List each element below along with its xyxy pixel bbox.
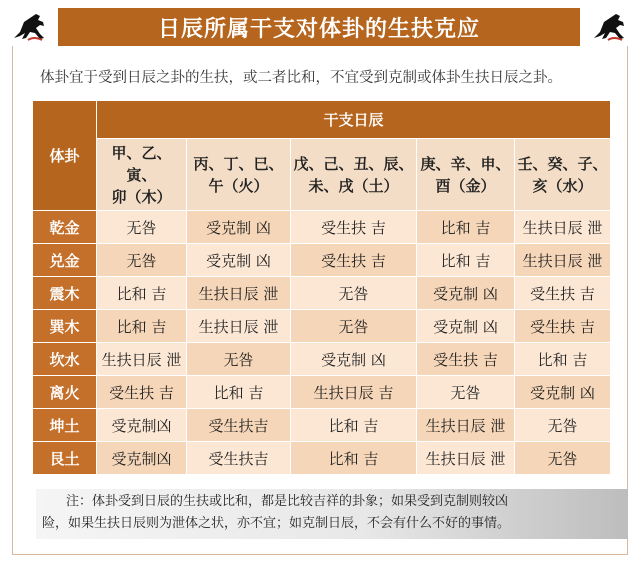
- table-cell: 受生扶吉: [187, 409, 291, 442]
- row-label: 乾金: [33, 211, 97, 244]
- table-cell: 生扶日辰 泄: [187, 277, 291, 310]
- column-header-line2: 酉（金）: [435, 176, 496, 195]
- footnote-line-2: 险，如果生扶日辰则为泄体之状，亦不宜；如克制日辰，不会有什么不好的事情。: [42, 516, 511, 531]
- table-cell: 受克制 凶: [187, 244, 291, 277]
- row-label: 坎水: [33, 343, 97, 376]
- table-row: [33, 277, 611, 310]
- column-header-line2: 卯（木）: [111, 187, 172, 206]
- column-header-line1: 甲、乙、寅、: [111, 143, 172, 184]
- column-header-line1: 壬、癸、子、: [517, 154, 608, 173]
- table-cell: 比和 吉: [291, 442, 417, 475]
- table-row: [33, 409, 611, 442]
- table-cell: 受生扶吉: [187, 442, 291, 475]
- table-cell: 无咎: [515, 409, 611, 442]
- corner-header: 体卦: [33, 101, 97, 211]
- column-header: [515, 139, 611, 211]
- table-cell: 比和 吉: [515, 343, 611, 376]
- page-title: 日辰所属干支对体卦的生扶克应: [58, 8, 580, 46]
- table-cell: 受生扶 吉: [515, 277, 611, 310]
- table-row: [33, 244, 611, 277]
- table-cell: 受生扶 吉: [291, 211, 417, 244]
- row-label: 艮土: [33, 442, 97, 475]
- row-label: 兑金: [33, 244, 97, 277]
- table-row: [33, 376, 611, 409]
- column-header-line2: 午（火）: [208, 176, 269, 195]
- table-cell: 受生扶 吉: [515, 310, 611, 343]
- group-header: 干支日辰: [97, 101, 611, 139]
- table-cell: 无咎: [417, 376, 515, 409]
- relation-table: [32, 100, 611, 475]
- table-cell: 生扶日辰 泄: [97, 343, 187, 376]
- table-cell: 受克制 凶: [417, 277, 515, 310]
- table-cell: 受克制凶: [97, 409, 187, 442]
- footnote-line-1: 注：体卦受到日辰的生扶或比和，都是比较吉祥的卦象；如果受到克制则较凶: [66, 494, 509, 509]
- column-header: [417, 139, 515, 211]
- table-cell: 生扶日辰 泄: [187, 310, 291, 343]
- table-cell: 比和 吉: [97, 277, 187, 310]
- table-cell: 受克制 凶: [417, 310, 515, 343]
- table-cell: 无咎: [291, 277, 417, 310]
- table-cell: 受克制凶: [97, 442, 187, 475]
- table-cell: 受生扶 吉: [97, 376, 187, 409]
- table-cell: 受克制 凶: [291, 343, 417, 376]
- table-cell: 生扶日辰 泄: [417, 409, 515, 442]
- column-header: [97, 139, 187, 211]
- table-cell: 无咎: [97, 244, 187, 277]
- column-header-line2: 未、戌（土）: [308, 176, 399, 195]
- column-header-line1: 戊、己、丑、辰、: [293, 154, 414, 173]
- table-row: [33, 310, 611, 343]
- table-row: [33, 442, 611, 475]
- row-label: 坤土: [33, 409, 97, 442]
- table-cell: 受生扶 吉: [291, 244, 417, 277]
- row-label: 震木: [33, 277, 97, 310]
- column-header: [187, 139, 291, 211]
- table-row: [33, 343, 611, 376]
- table-cell: 无咎: [291, 310, 417, 343]
- table-cell: 生扶日辰 泄: [417, 442, 515, 475]
- table-cell: 无咎: [97, 211, 187, 244]
- horse-emblem-icon: [590, 8, 630, 46]
- table-cell: 生扶日辰 泄: [515, 244, 611, 277]
- horse-emblem-icon: [10, 8, 50, 46]
- table-cell: 比和 吉: [97, 310, 187, 343]
- column-header-line2: 亥（水）: [532, 176, 593, 195]
- column-header-line1: 丙、丁、巳、: [193, 154, 284, 173]
- table-cell: 比和 吉: [187, 376, 291, 409]
- intro-text: 体卦宜于受到日辰之卦的生扶，或二者比和，不宜受到克制或体卦生扶日辰之卦。: [40, 70, 562, 86]
- row-label: 巽木: [33, 310, 97, 343]
- table-cell: 比和 吉: [417, 211, 515, 244]
- footnote: [36, 489, 628, 539]
- column-header: [291, 139, 417, 211]
- table-cell: 受生扶 吉: [417, 343, 515, 376]
- table-cell: 比和 吉: [291, 409, 417, 442]
- table-cell: 无咎: [187, 343, 291, 376]
- table-cell: 生扶日辰 吉: [291, 376, 417, 409]
- table-cell: 生扶日辰 泄: [515, 211, 611, 244]
- table-cell: 无咎: [515, 442, 611, 475]
- row-label: 离火: [33, 376, 97, 409]
- column-header-line1: 庚、辛、申、: [420, 154, 511, 173]
- table-row: [33, 211, 611, 244]
- table-cell: 比和 吉: [417, 244, 515, 277]
- table-cell: 受克制 凶: [515, 376, 611, 409]
- table-cell: 受克制 凶: [187, 211, 291, 244]
